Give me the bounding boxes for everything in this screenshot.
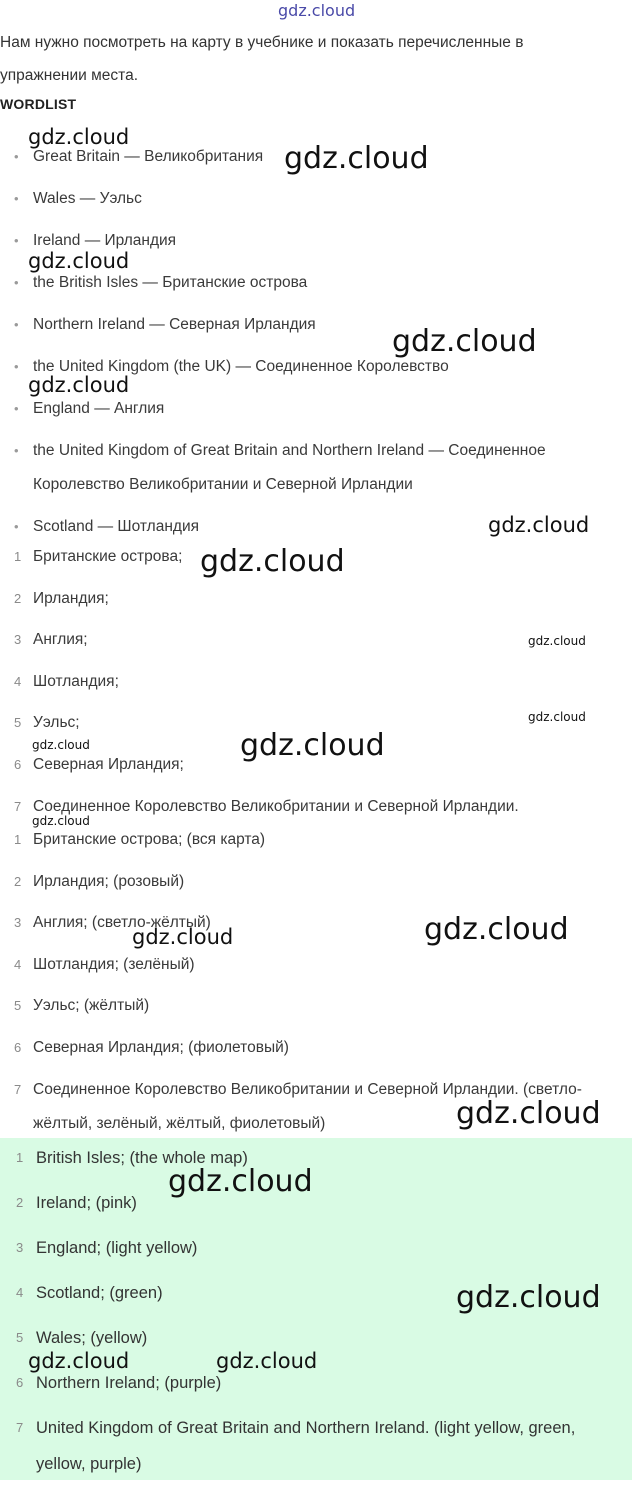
list-item (0, 989, 620, 1023)
list-item (0, 948, 620, 982)
item-number: 5 (14, 998, 22, 1014)
item-number: 7 (16, 1420, 24, 1435)
item-text: Уэльс; (жёлтый) (33, 997, 150, 1015)
wordlist-item: • Ireland — Ирландия (0, 224, 620, 258)
item-text: Уэльс; (33, 714, 80, 732)
item-number: 7 (14, 798, 22, 814)
item-text: Wales; (yellow) (36, 1329, 148, 1347)
wordlist (0, 140, 620, 552)
list-item (0, 823, 620, 857)
item-number: 1 (16, 1150, 24, 1165)
watermark: gdz.cloud (32, 814, 90, 828)
watermark: gdz.cloud (240, 728, 385, 763)
item-number: 4 (14, 956, 22, 972)
list-item (0, 706, 620, 740)
watermark: gdz.cloud (28, 249, 130, 273)
item-number: 2 (14, 873, 22, 889)
list-item (0, 1031, 620, 1065)
watermark: gdz.cloud (216, 1349, 318, 1373)
watermark: gdz.cloud (168, 1164, 313, 1199)
item-number: 2 (14, 590, 22, 606)
list-item (0, 1230, 620, 1266)
watermark: gdz.cloud (28, 373, 130, 397)
list-item (0, 748, 620, 782)
watermark: gdz.cloud (528, 634, 586, 648)
item-number: 6 (16, 1375, 24, 1390)
watermark: gdz.cloud (132, 925, 234, 949)
item-number: 6 (14, 1039, 22, 1055)
watermark: gdz.cloud (528, 710, 586, 724)
watermark: gdz.cloud (200, 544, 345, 579)
places-list-ru-colors (0, 823, 620, 1148)
wordlist-item: • Great Britain — Великобритания (0, 140, 620, 174)
list-item (0, 1073, 620, 1141)
item-text: Англия; (33, 631, 88, 649)
list-item (0, 623, 620, 657)
item-text: Британские острова; (вся карта) (33, 831, 266, 848)
intro-text: Нам нужно посмотреть на карту в учебнике и показать перечисленные в упражнении места. (0, 34, 524, 84)
wordlist-heading: WORDLIST (0, 96, 77, 112)
item-number: 3 (14, 632, 22, 648)
item-number: 3 (16, 1240, 24, 1255)
list-item (0, 665, 620, 699)
watermark: gdz.cloud (488, 513, 590, 537)
wordlist-item: • the British Isles — Британские острова (0, 266, 620, 300)
item-text: Northern Ireland; (purple) (36, 1374, 222, 1392)
wordlist-item: • the United Kingdom of Great Britain and Northern Ireland — Соединенное Королевство Великобритании и Северной Ирландии (0, 434, 620, 502)
list-item (0, 906, 620, 940)
item-text: England; (light yellow) (36, 1239, 198, 1257)
list-item (0, 790, 620, 824)
wordlist-item: • England — Англия (0, 392, 620, 426)
item-text: Ирландия; (розовый) (33, 872, 185, 890)
item-text: Scotland; (green) (36, 1284, 163, 1302)
watermark: gdz.cloud (456, 1280, 601, 1315)
item-text: Британские острова; (33, 548, 183, 565)
item-text: United Kingdom of Great Britain and Northern Ireland. (light yellow, green, yellow, purple) (36, 1419, 576, 1473)
item-text: Ireland; (pink) (36, 1194, 137, 1212)
wordlist-item: • Wales — Уэльс (0, 182, 620, 216)
item-text: Шотландия; (33, 672, 119, 690)
item-number: 3 (14, 915, 22, 931)
item-number: 6 (14, 756, 22, 772)
item-text: Шотландия; (зелёный) (33, 955, 195, 973)
item-text: Ирландия; (33, 589, 109, 607)
item-number: 7 (14, 1081, 22, 1097)
item-text: Северная Ирландия; (фиолетовый) (33, 1038, 289, 1056)
item-text: Англия; (светло-жёлтый) (33, 914, 211, 932)
places-list-ru (0, 540, 620, 831)
watermark: gdz.cloud (284, 141, 429, 176)
wordlist-item: • the United Kingdom (the UK) — Соединенное Королевство (0, 350, 620, 384)
watermark: gdz.cloud (392, 324, 537, 359)
list-item (0, 1410, 620, 1482)
item-number: 5 (16, 1330, 24, 1345)
item-text: British Isles; (the whole map) (36, 1149, 248, 1167)
item-number: 1 (14, 832, 22, 847)
list-item (0, 540, 620, 574)
item-text: Соединенное Королевство Великобритании и Северной Ирландии. (светло-жёлтый, зелёный, жёлтый, фиолетовый) (33, 1080, 582, 1132)
watermark: gdz.cloud (28, 125, 130, 149)
list-item (0, 865, 620, 899)
item-text: Северная Ирландия; (33, 755, 184, 773)
watermark: gdz.cloud (32, 738, 90, 752)
watermark-logo: gdz.cloud (278, 1, 356, 20)
item-number: 5 (14, 715, 22, 731)
watermark: gdz.cloud (456, 1096, 601, 1131)
list-item (0, 582, 620, 616)
watermark: gdz.cloud (424, 912, 569, 947)
item-number: 1 (14, 549, 22, 564)
watermark: gdz.cloud (28, 1349, 130, 1373)
item-number: 4 (16, 1285, 24, 1300)
item-text: Соединенное Королевство Великобритании и Северной Ирландии. (33, 797, 519, 815)
wordlist-item: • Northern Ireland — Северная Ирландия (0, 308, 620, 342)
wordlist-item: • Scotland — Шотландия (0, 510, 620, 544)
item-number: 2 (16, 1195, 24, 1210)
item-number: 4 (14, 673, 22, 689)
